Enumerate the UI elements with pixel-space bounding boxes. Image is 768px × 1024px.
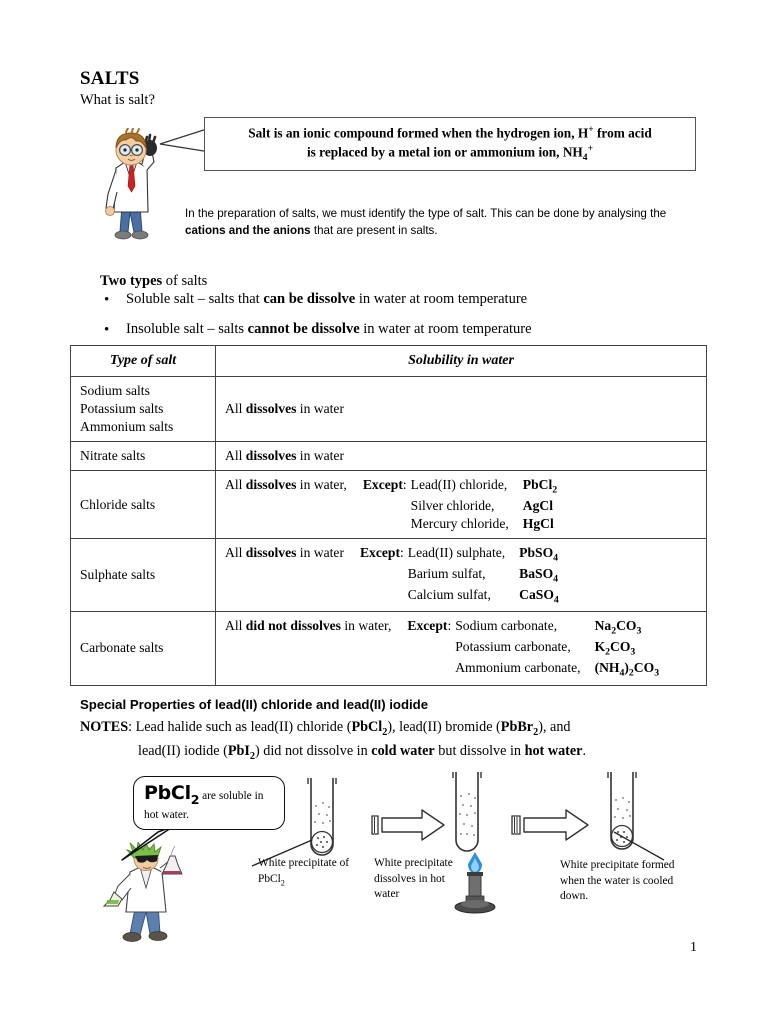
intro-text-part-2: that are present in salts. bbox=[310, 224, 438, 238]
table-header-row bbox=[71, 346, 707, 377]
table-row bbox=[71, 377, 707, 442]
soluble-pre: Soluble salt – salts that bbox=[126, 291, 264, 307]
cell-solubility: All did not dissolves in water, Except: Sodium carbonate, $Na_2CO_3$ Potassium carbonate, $K_2CO_3$ Ammonium carbonate, $(NH_4)_2CO_3$ bbox=[216, 612, 707, 685]
definition-line-1-tail: from acid bbox=[593, 125, 652, 141]
pbcl2-callout-text-1: are soluble in bbox=[199, 790, 264, 802]
notes-label: NOTES bbox=[80, 719, 129, 735]
table-row bbox=[71, 612, 707, 685]
special-properties-heading: Special Properties of lead(II) chloride and lead(II) iodide bbox=[80, 697, 429, 712]
salt-type-bullet-list bbox=[100, 291, 680, 351]
notes-line-2: lead(II) iodide (PbI$_2$) did not dissolve in cold water but dissolve in hot water. bbox=[138, 742, 587, 762]
list-item-text bbox=[126, 291, 680, 309]
notes-line-1: : Lead halide such as lead(II) chloride (PbCl$_2$), lead(II) bromide (PbBr$_2$), and bbox=[128, 719, 571, 738]
table-row bbox=[71, 471, 707, 539]
bullet-icon: • bbox=[104, 322, 110, 338]
page-title: SALTS bbox=[80, 68, 140, 89]
pbcl2-callout bbox=[133, 776, 285, 830]
soluble-post: in water at room temperature bbox=[355, 291, 528, 307]
caption-dissolves-hot: White precipitate dissolves in hot water bbox=[374, 857, 453, 900]
insoluble-emphasis: cannot be dissolve bbox=[247, 321, 360, 337]
ammonium-charge-sup: + bbox=[587, 143, 594, 155]
process-arrow-2 bbox=[510, 808, 592, 842]
table-row bbox=[71, 539, 707, 612]
pbcl2-callout-text-2: hot water. bbox=[144, 808, 189, 821]
list-item bbox=[100, 291, 680, 309]
pbcl2-formula: PbCl$_2$ bbox=[144, 782, 200, 807]
list-item-text bbox=[126, 321, 680, 339]
ammonium-sub: 4 bbox=[582, 152, 588, 164]
cell-solubility: All dissolves in water bbox=[216, 377, 707, 442]
special-properties-notes bbox=[80, 717, 700, 764]
speech-bubble-tail-top bbox=[158, 126, 210, 158]
intro-text-part-1: In the preparation of salts, we must identify the type of salt. This can be done by analysing the bbox=[185, 207, 667, 220]
definition-line-1-text: Salt is an ionic compound formed when the hydrogen ion, H bbox=[248, 125, 589, 141]
cell-solubility: All dissolves in water bbox=[216, 442, 707, 471]
two-types-heading-rest: of salts bbox=[162, 273, 208, 289]
cell-solubility: All dissolves in water, Except: Lead(II) chloride, PbCl$_2$ Silver chloride, AgCl Mercury chloride, HgCl bbox=[216, 471, 707, 539]
column-header-solubility: Solubility in water bbox=[216, 346, 707, 377]
definition-callout bbox=[204, 117, 696, 171]
list-item bbox=[100, 321, 680, 339]
definition-line-2 bbox=[307, 142, 593, 165]
cell-solubility: All dissolves in water Except: Lead(II) sulphate, PbSO$_4$ Barium sulfat, BaSO$_4$ Calcium sulfat, CaSO$_4$ bbox=[216, 539, 707, 612]
test-tube-hot-water bbox=[445, 772, 489, 856]
page-subtitle: What is salt? bbox=[80, 92, 155, 108]
bullet-icon: • bbox=[104, 292, 110, 308]
two-types-heading-bold: Two types bbox=[100, 273, 163, 289]
hydrogen-charge-sup: + bbox=[588, 123, 594, 135]
two-types-heading bbox=[100, 273, 207, 290]
experiment-diagram bbox=[0, 760, 768, 950]
caption-white-precipitate: White precipitate of PbCl$_2$ bbox=[258, 857, 350, 887]
insoluble-post: in water at room temperature bbox=[359, 321, 532, 337]
column-header-type: Type of salt bbox=[71, 346, 216, 377]
intro-emphasis: cations and the anions bbox=[185, 224, 311, 238]
table-row bbox=[71, 442, 707, 471]
solubility-table bbox=[70, 345, 707, 686]
intro-paragraph bbox=[185, 205, 695, 240]
insoluble-pre: Insoluble salt – salts bbox=[126, 321, 248, 337]
definition-line-1 bbox=[248, 123, 652, 143]
cell-salt-type: Chloride salts bbox=[71, 471, 216, 539]
page-number: 1 bbox=[690, 940, 697, 955]
cell-salt-type: Sodium salts Potassium salts Ammonium salts bbox=[71, 377, 216, 442]
cell-salt-type: Nitrate salts bbox=[71, 442, 216, 471]
soluble-emphasis: can be dissolve bbox=[263, 291, 356, 307]
caption-precipitate-cooled: White precipitate formed when the water is cooled down. bbox=[560, 859, 675, 902]
process-arrow-1 bbox=[370, 808, 448, 842]
cell-salt-type: Sulphate salts bbox=[71, 539, 216, 612]
definition-line-2-text: is replaced by a metal ion or ammonium ion, NH bbox=[306, 144, 583, 160]
cell-salt-type: Carbonate salts bbox=[71, 612, 216, 685]
